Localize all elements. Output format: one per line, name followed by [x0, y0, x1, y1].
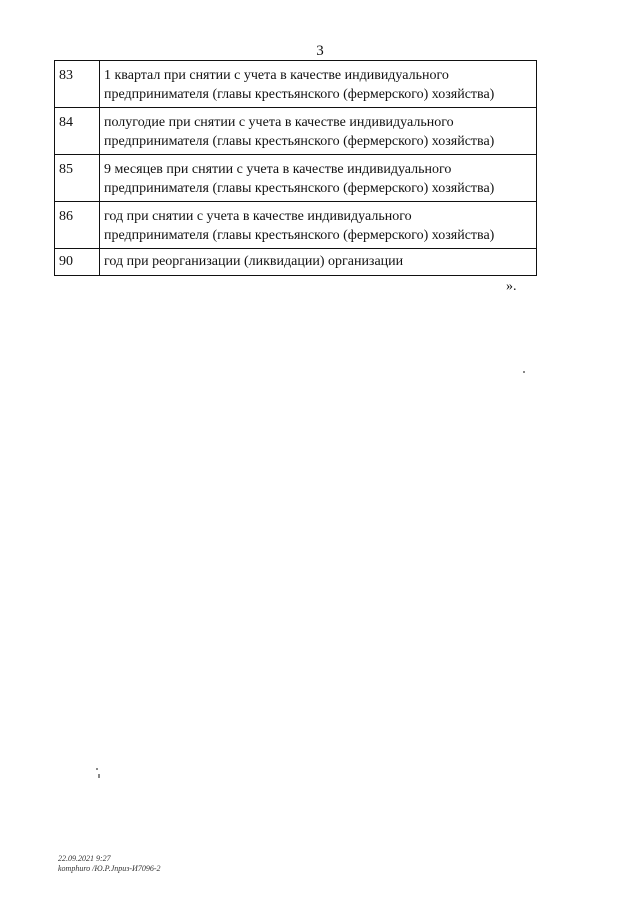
- closing-quote: ».: [506, 279, 517, 294]
- row-code: 83: [55, 61, 100, 108]
- scan-speck: [96, 768, 98, 770]
- row-description-line: 9 месяцев при снятии с учета в качестве индивидуального: [104, 162, 452, 177]
- page-number: 3: [316, 43, 324, 59]
- table-row: [55, 61, 537, 108]
- row-description-line: предпринимателя (главы крестьянского (фермерского) хозяйства): [104, 87, 495, 102]
- scan-speck: [98, 774, 100, 778]
- row-description: [100, 202, 537, 249]
- row-code: 90: [55, 249, 100, 276]
- row-description: [100, 108, 537, 155]
- row-description: [100, 155, 537, 202]
- table-row: [55, 249, 537, 276]
- row-description-line: 1 квартал при снятии с учета в качестве индивидуального: [104, 68, 449, 83]
- footer-timestamp: 22.09.2021 9:27: [58, 854, 111, 863]
- row-code: 85: [55, 155, 100, 202]
- table-row: [55, 202, 537, 249]
- row-description-line: год при снятии с учета в качестве индивидуального: [104, 209, 412, 224]
- scan-speck: [523, 371, 525, 373]
- row-description-line: предпринимателя (главы крестьянского (фермерского) хозяйства): [104, 181, 495, 196]
- footer-file-ref: komphuro /Ю.Р.Jприз-И7096-2: [58, 864, 161, 873]
- row-code: 86: [55, 202, 100, 249]
- row-description-line: полугодие при снятии с учета в качестве индивидуального: [104, 115, 454, 130]
- footer: [58, 854, 161, 874]
- table-row: [55, 155, 537, 202]
- row-description-line: предпринимателя (главы крестьянского (фермерского) хозяйства): [104, 228, 495, 243]
- table-row: [55, 108, 537, 155]
- row-description-line: предпринимателя (главы крестьянского (фермерского) хозяйства): [104, 134, 495, 149]
- codes-table: [54, 60, 537, 276]
- row-code: 84: [55, 108, 100, 155]
- row-description-line: год при реорганизации (ликвидации) организации: [104, 254, 404, 269]
- row-description: [100, 61, 537, 108]
- row-description: [100, 249, 537, 276]
